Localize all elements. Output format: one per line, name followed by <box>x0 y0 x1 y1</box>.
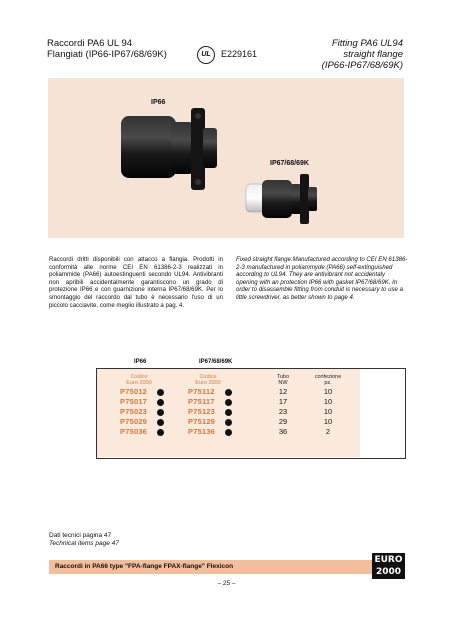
col-header-code-ip67 <box>179 374 237 386</box>
title-en-line-2: straight flange <box>343 49 403 60</box>
series-title: Raccordi in PA66 type "FPA-flange FPAX-flange" Flexicon <box>55 563 234 570</box>
approval-icon <box>157 419 164 426</box>
title-line-1: Raccordi PA6 UL 94 <box>47 38 133 49</box>
approval-icon <box>157 409 164 416</box>
col-header-tubo <box>268 374 298 386</box>
conf-value: 2 <box>325 427 331 436</box>
table-row <box>96 417 404 427</box>
ul-logo-icon: UL <box>197 46 215 64</box>
conf-value: 10 <box>323 407 333 416</box>
euro-label: Euro 2000 <box>126 380 152 386</box>
table-row <box>96 387 404 397</box>
tech-note-english: Technical items page 47 <box>49 540 119 547</box>
ip67-fitting <box>246 174 317 224</box>
title-line-2: Flangiati (IP66-IP67/68/69K) <box>47 49 167 60</box>
group-header-ip66: IP66 <box>134 359 147 365</box>
code-ip66: P75012 <box>120 387 148 396</box>
approval-icon <box>225 429 232 436</box>
conf-value: 10 <box>323 387 333 396</box>
tubo-value: 29 <box>278 417 288 426</box>
conf-label: confezione <box>314 374 342 380</box>
description-italian: Raccordi dritti disponibili con attacco a flangia. Prodotti in conformità alle norme CEI EN 61386-2-3 realizzati in poliammide (PA66) autoestinguenti secondo UL94. Antivibranti non apribili accidentalmente garantiscono un grado di protezione IP66 e con guarnizione interna IP67/68/69K. Per lo smontaggio del raccordo dal tubo è necessario l'uso di un piccolo cacciavite, come meglio illustrato a pag. 4. <box>49 256 223 309</box>
product-photo <box>48 78 404 238</box>
approval-icon <box>225 389 232 396</box>
code-ip67: P75117 <box>188 397 215 406</box>
approval-icon <box>225 409 232 416</box>
code-ip66: P75029 <box>120 417 148 426</box>
title-english <box>322 38 403 71</box>
table-row <box>96 407 404 417</box>
table-row <box>96 427 404 437</box>
title-en-line-1: Fitting PA6 UL94 <box>331 38 403 49</box>
code-ip67: P75136 <box>188 427 216 436</box>
codice-label: Codice <box>130 374 148 380</box>
technical-data-note <box>49 532 119 548</box>
approval-icon <box>225 399 232 406</box>
euro2000-logo <box>372 553 405 579</box>
col-header-code-ip66 <box>110 374 168 386</box>
tubo-value: 36 <box>278 427 288 436</box>
approval-icon <box>157 429 164 436</box>
table-body <box>96 387 404 437</box>
code-ip67: P75129 <box>188 417 216 426</box>
table-row <box>96 397 404 407</box>
conf-value: 10 <box>323 417 333 426</box>
code-ip66: P75036 <box>120 427 148 436</box>
tubo-value: 17 <box>278 397 288 406</box>
conf-value: 10 <box>323 397 333 406</box>
pz-label: pz. <box>324 380 332 386</box>
ip66-fitting <box>121 108 217 190</box>
label-ip67: IP67/68/69K <box>270 160 309 167</box>
label-ip66: IP66 <box>151 99 166 106</box>
page-number: – 25 – <box>217 580 236 587</box>
nw-label: NW <box>278 380 288 386</box>
code-ip67: P75123 <box>188 407 216 416</box>
code-ip67: P75112 <box>188 387 215 396</box>
approval-icon <box>157 399 164 406</box>
title-en-line-3: (IP66-IP67/68/69K) <box>321 60 403 71</box>
logo-bottom: 2000 <box>375 567 402 577</box>
tech-note-italian: Dati tecnici pagina 47 <box>49 532 112 539</box>
tubo-value: 12 <box>278 387 288 396</box>
group-header-ip67: IP67/68/69K <box>199 359 233 365</box>
approval-icon <box>157 389 164 396</box>
title-italian <box>47 38 167 60</box>
certificate-number: E229161 <box>221 49 258 59</box>
logo-top: EURO <box>374 555 403 565</box>
codice-label: Codice <box>199 374 217 380</box>
description-english: Fixed straight flange.Manufactured according to CEI EN 61386-2-3 manufactured in poliammyde (PA66) self-extinguished according to UL94. They are antivibrant not accidentaly opening with an protection IP66 with gasket IP67/68/69K. In order to disassemble fitting from conduit is necessary to use a little screwdriver, as better shown to page 4. <box>236 256 408 301</box>
col-header-confezione <box>308 374 348 386</box>
code-ip66: P75023 <box>120 407 148 416</box>
approval-icon <box>225 419 232 426</box>
euro-label: Euro 2000 <box>195 380 221 386</box>
code-ip66: P75017 <box>120 397 148 406</box>
tubo-label: Tubo <box>276 374 290 380</box>
tubo-value: 23 <box>278 407 288 416</box>
fittings-illustration <box>48 78 404 238</box>
